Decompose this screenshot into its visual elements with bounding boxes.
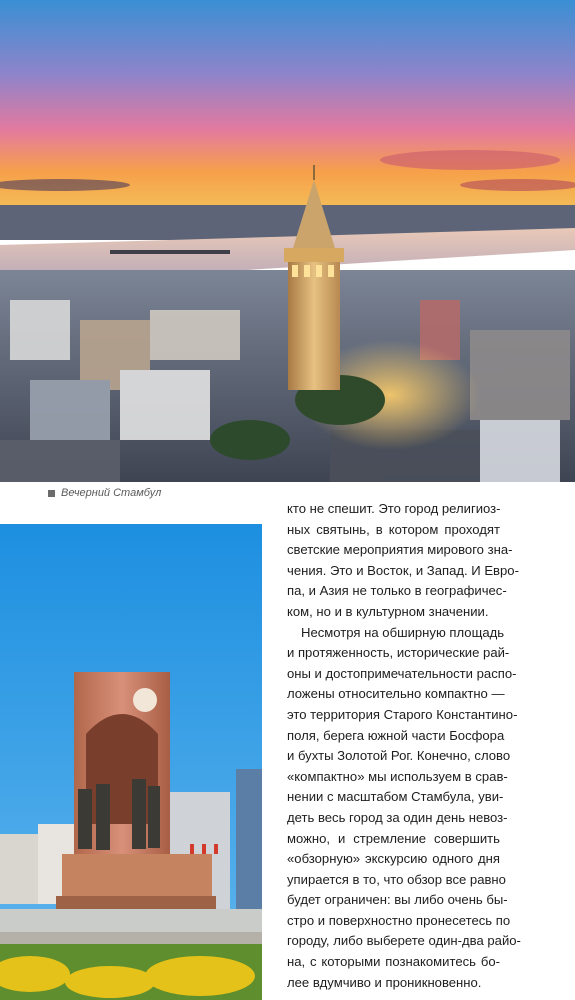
text-line: ком, но и в культурном значении. [287, 603, 489, 619]
text-line: деть весь город за один день невоз- [287, 809, 508, 825]
text-line: Несмотря на обширную площадь [301, 624, 505, 640]
text-line: и протяженность, исторические рай- [287, 645, 510, 661]
paragraph-1 [287, 499, 519, 623]
galata-tower-illustration [0, 0, 575, 482]
text-line: можно, и стремление совершить [287, 830, 500, 846]
caption-text: Вечерний Стамбул [61, 487, 162, 499]
text-line: ных святынь, в котором проходят [287, 521, 500, 537]
text-line: «обзорную» экскурсию одного дня [287, 851, 500, 867]
article-text [287, 499, 521, 993]
paragraph-2 [287, 623, 521, 994]
text-line: лее вдумчиво и проникновенно. [287, 974, 482, 990]
text-line: па, и Азия не только в географичес- [287, 583, 507, 599]
text-line: кто не спешит. Это город религиоз- [287, 501, 501, 516]
photo-evening-istanbul [0, 0, 575, 482]
photo-caption [48, 487, 161, 499]
text-line: упирается в то, что обзор все равно [287, 871, 506, 887]
text-line: поля, берега южной части Босфора [287, 727, 505, 743]
text-line: ложены относительно компактно — [287, 686, 505, 702]
caption-marker-icon [48, 490, 55, 497]
text-line: городу, либо выберете один-два райо- [287, 933, 521, 949]
text-line: оны и достопримечательности распо- [287, 665, 517, 681]
text-line: на, с которыми познакомитесь бо- [287, 954, 500, 970]
text-line: «компактно» мы используем в срав- [287, 768, 508, 784]
text-line: и бухты Золотой Рог. Конечно, слово [287, 748, 511, 764]
monument-illustration [0, 524, 262, 1000]
text-line: будет ограничен: вы либо очень бы- [287, 892, 508, 908]
text-line: это территория Старого Константино- [287, 706, 518, 722]
text-line: стро и поверхностно пронесетесь по [287, 912, 511, 928]
text-line: нении с масштабом Стамбула, уви- [287, 789, 504, 805]
text-line: светские мероприятия мирового зна- [287, 542, 513, 558]
text-line: чения. Это и Восток, и Запад. И Евро- [287, 562, 519, 578]
photo-taksim-monument [0, 524, 262, 1000]
